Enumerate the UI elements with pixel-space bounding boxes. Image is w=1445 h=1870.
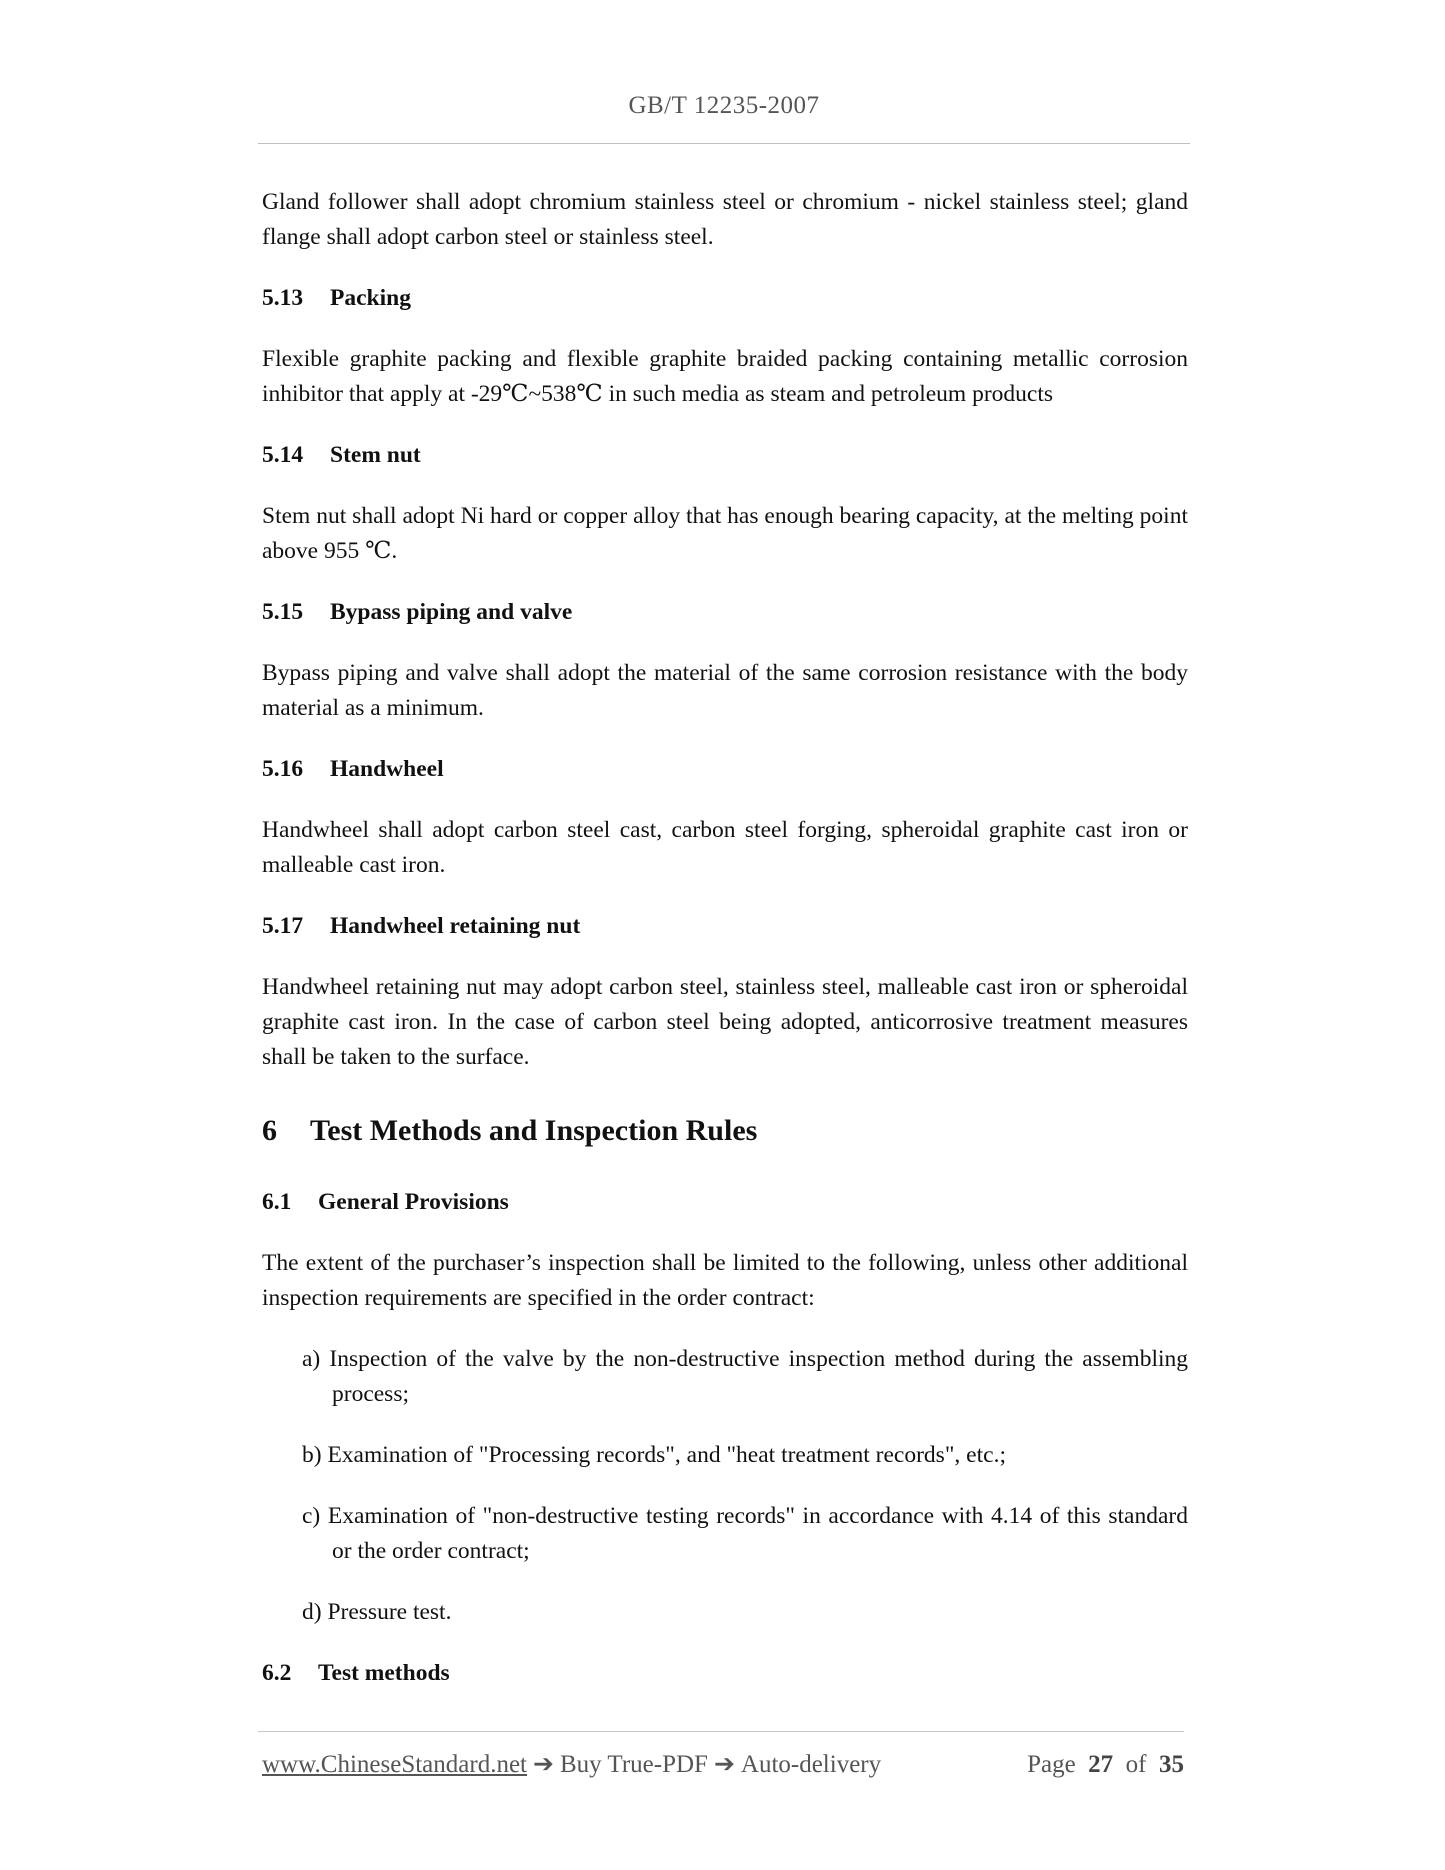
list-item: c) Examination of "non-destructive testing records" in accordance with 4.14 of this standard or the order contract; xyxy=(302,1503,1188,1564)
section-title: General Provisions xyxy=(318,1189,509,1215)
inspection-list xyxy=(262,1342,1188,1630)
section-heading-6-2 xyxy=(262,1656,1188,1691)
buy-pdf-text: Buy True-PDF xyxy=(559,1751,708,1778)
page-content xyxy=(262,185,1188,1717)
document-header-title: GB/T 12235-2007 xyxy=(628,92,820,119)
section-title: Handwheel xyxy=(330,756,444,782)
section-number: 5.14 xyxy=(262,442,304,468)
section-heading-5-13 xyxy=(262,281,1188,316)
page-label: Page xyxy=(1027,1751,1076,1778)
section-heading-5-17 xyxy=(262,909,1188,944)
arrow-right-icon: ➔ xyxy=(533,1751,554,1778)
site-link[interactable]: www.ChineseStandard.net xyxy=(262,1751,527,1778)
auto-delivery-text: Auto-delivery xyxy=(740,1751,882,1778)
section-heading-5-16 xyxy=(262,752,1188,787)
arrow-right-icon: ➔ xyxy=(713,1751,735,1778)
section-title: Packing xyxy=(330,285,411,311)
section-heading-5-14 xyxy=(262,438,1188,473)
section-paragraph-6-1: The extent of the purchaser’s inspection shall be limited to the following, unless other additional inspection requirements are specified in the order contract: xyxy=(262,1250,1188,1311)
section-paragraph-5-13: Flexible graphite packing and flexible graphite braided packing containing metallic corrosion inhibitor that apply at -29℃~538℃ in such media as steam and petroleum products xyxy=(262,346,1188,407)
section-number: 5.16 xyxy=(262,756,304,782)
section-heading-5-15 xyxy=(262,595,1188,630)
section-number: 5.13 xyxy=(262,285,304,311)
page-indicator xyxy=(1027,1748,1184,1782)
section-number: 5.17 xyxy=(262,913,304,939)
chapter-number: 6 xyxy=(262,1114,277,1147)
section-number: 6.1 xyxy=(262,1189,292,1215)
section-number: 6.2 xyxy=(262,1660,292,1686)
list-item: d) Pressure test. xyxy=(302,1599,452,1625)
of-label: of xyxy=(1125,1751,1147,1778)
page-number: 27 xyxy=(1088,1751,1114,1778)
section-title: Stem nut xyxy=(330,442,421,468)
list-item: a) Inspection of the valve by the non-destructive inspection method during the assembling process; xyxy=(302,1346,1188,1407)
section-heading-6-1 xyxy=(262,1185,1188,1220)
footer-divider xyxy=(258,1731,1184,1732)
chapter-title: Test Methods and Inspection Rules xyxy=(310,1114,758,1147)
page-total: 35 xyxy=(1159,1751,1184,1778)
chapter-heading-6 xyxy=(262,1111,1188,1151)
section-paragraph-5-16: Handwheel shall adopt carbon steel cast, carbon steel forging, spheroidal graphite cast iron or malleable cast iron. xyxy=(262,817,1188,878)
header-divider xyxy=(258,143,1190,144)
list-item: b) Examination of "Processing records", and "heat treatment records", etc.; xyxy=(302,1442,1006,1468)
intro-paragraph: Gland follower shall adopt chromium stainless steel or chromium - nickel stainless steel; gland flange shall adopt carbon steel or stainless steel. xyxy=(262,189,1188,250)
section-paragraph-5-17: Handwheel retaining nut may adopt carbon steel, stainless steel, malleable cast iron or spheroidal graphite cast iron. In the case of carbon steel being adopted, anticorrosive treatment measures shall be taken to the surface. xyxy=(262,974,1188,1070)
section-title: Handwheel retaining nut xyxy=(330,913,581,939)
page-footer xyxy=(262,1748,1184,1782)
section-title: Test methods xyxy=(318,1660,450,1686)
section-number: 5.15 xyxy=(262,599,304,625)
section-paragraph-5-14: Stem nut shall adopt Ni hard or copper alloy that has enough bearing capacity, at the melting point above 955 ℃. xyxy=(262,503,1188,564)
section-paragraph-5-15: Bypass piping and valve shall adopt the material of the same corrosion resistance with the body material as a minimum. xyxy=(262,660,1188,721)
section-title: Bypass piping and valve xyxy=(330,599,573,625)
